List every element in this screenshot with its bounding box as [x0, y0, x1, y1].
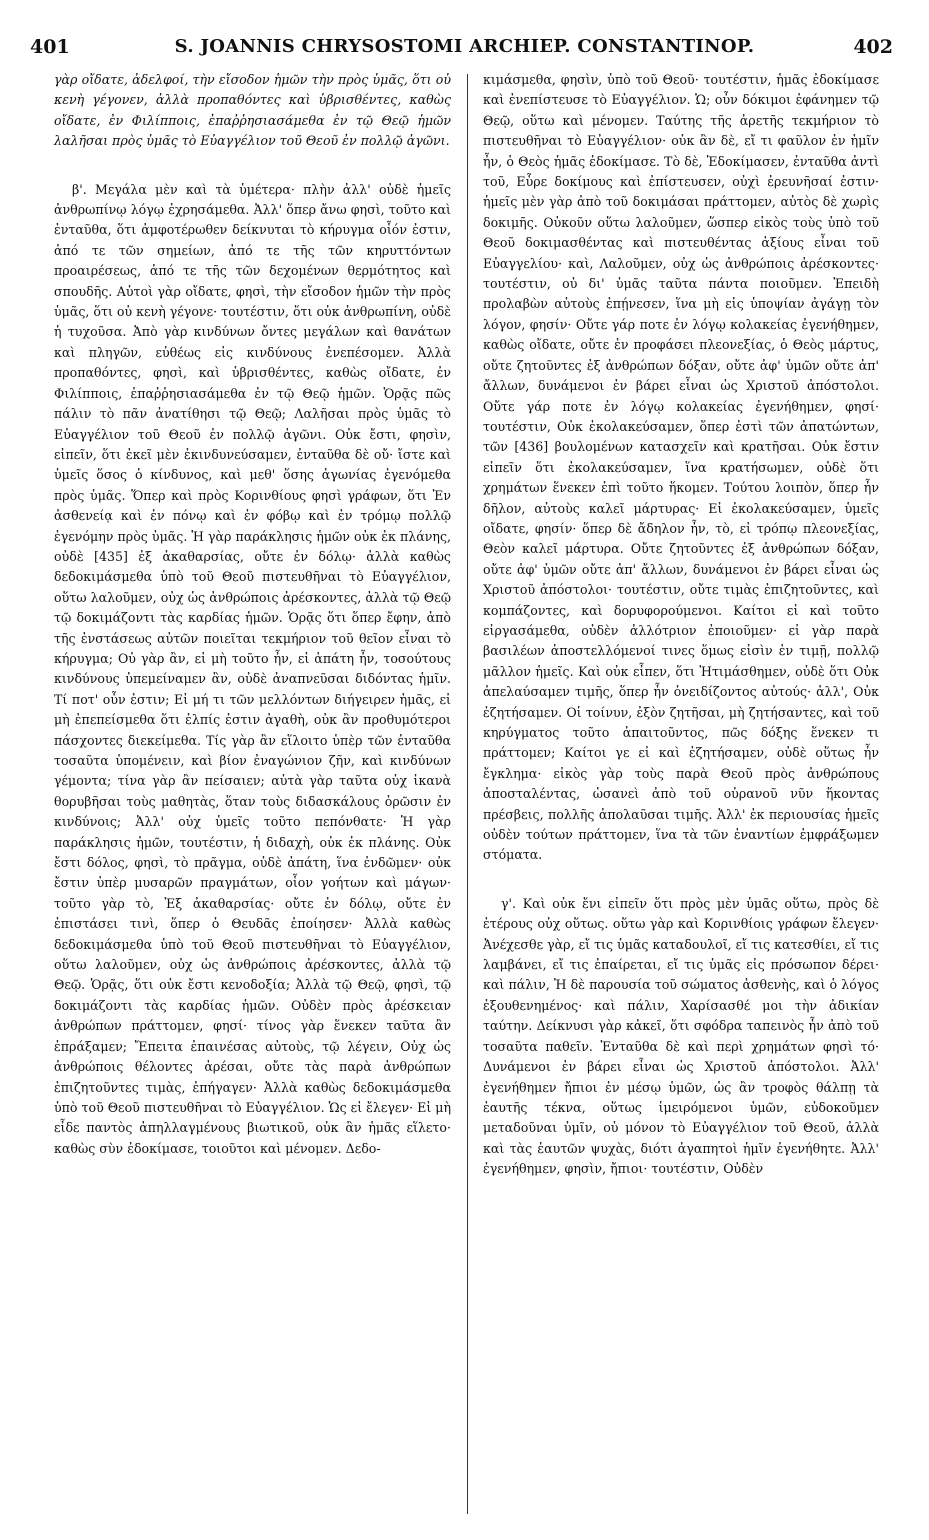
right-column [483, 70, 879, 1180]
scripture-lemma: γὰρ οἴδατε, ἀδελφοί, τὴν εἴσοδον ἡμῶν τὴν πρὸς ὑμᾶς, ὅτι οὐ κενὴ γέγονεν, ἀλλὰ προπαθόντες καὶ ὑβρισθέντες, καθὼς οἴδατε, ἐν Φιλίπποις, ἐπαῤῥησιασάμεθα ἐν τῷ Θεῷ ἡμῶν λαλῆσαι πρὸς ὑμᾶς τὸ Εὐαγγέλιον τοῦ Θεοῦ ἐν πολλῷ ἀγῶνι. [54, 72, 451, 149]
commentary-paragraph: κιμάσμεθα, φησὶν, ὑπὸ τοῦ Θεοῦ· τουτέστιν, ἡμᾶς ἐδοκίμασε καὶ ἐνεπίστευσε τὸ Εὐαγγέλιον. Ὡ; οὖν δόκιμοι ἐφάνημεν τῷ Θεῷ, οὕτω καὶ μένομεν. Ταύτης τῆς ἀρετῆς τεκμήριον τὸ πιστευθῆναι τὸ Εὐαγγέλιον· οὐκ ἂν δὲ, εἴ τι φαῦλον ἐν ἡμῖν ἦν, ὁ Θεὸς ἡμᾶς ἐδοκίμασε. Τὸ δὲ, Ἐδοκίμασεν, ἐνταῦθα ἀντὶ τοῦ, Εὗρε δοκίμους καὶ ἐπίστευσεν, οὐχὶ ἐρευνῆσαί ἐστιν· ἡμεῖς μὲν γὰρ ἀπὸ τοῦ δοκιμάσαι πράττομεν, αὐτὸς δὲ χωρὶς δοκιμῆς. Οὐκοῦν οὕτω λαλοῦμεν, ὥσπερ εἰκὸς τοὺς ὑπὸ τοῦ Θεοῦ δοκιμασθέντας καὶ πιστευθέντας ἀξίους εἶναι τοῦ Εὐαγγελίου· καὶ, Λαλοῦμεν, οὐχ ὡς ἀνθρώποις ἀρέσκοντες· τουτέστιν, οὐ δι' ὑμᾶς ταῦτα πάντα ποιοῦμεν. Ἐπειδὴ προλαβὼν αὐτοὺς ἐπῄνεσεν, ἵνα μὴ εἰς ὑποψίαν ἀγάγῃ τὸν λόγον, φησίν· Οὔτε γάρ ποτε ἐν λόγῳ κολακείας ἐγενήθημεν, καθὼς οἴδατε, οὔτε ἐν προφάσει πλεονεξίας, ὁ Θεὸς μάρτυς, οὔτε ζητοῦντες ἐξ ἀνθρώπων δόξαν, οὔτε ἀφ' ὑμῶν οὔτε ἀπ' ἄλλων, δυνάμενοι ἐν βάρει εἶναι ὡς Χριστοῦ ἀπόστολοι. Οὔτε γάρ ποτε ἐν λόγῳ κολακείας ἐγενήθημεν, φησί· τουτέστιν, Οὐκ ἐκολακεύσαμεν, ὅπερ ἐστὶ τῶν ἀπατώντων, τῶν [436] βουλομένων κατασχεῖν καὶ κρατῆσαι. Οὐκ ἔστιν εἰπεῖν ὅτι ἐκολακεύσαμεν, ἵνα κρατήσωμεν, οὐδὲ ὅτι χρημάτων ἕνεκεν ἐπὶ τοῦτο ἥκομεν. Τούτου λοιπὸν, ὅπερ ἦν δῆλον, αὐτοὺς καλεῖ μάρτυρας· Εἰ ἐκολακεύσαμεν, ὑμεῖς οἴδατε, φησίν· ὅπερ δὲ ἄδηλον ἦν, τὸ, εἰ τρόπῳ πλεονεξίας, Θεὸν καλεῖ μάρτυρα. Οὔτε ζητοῦντες ἐξ ἀνθρώπων δόξαν, οὔτε ἀφ' ὑμῶν οὔτε ἀπ' ἄλλων, δυνάμενοι ἐν βάρει εἶναι ὡς Χριστοῦ ἀπόστολοι· τουτέστιν, οὔτε τιμὰς ἐπιζητοῦντες, καὶ κομπάζοντες, καὶ δορυφορούμενοι. Καίτοι εἰ καὶ τοῦτο εἰργασάμεθα, οὐδὲν ἀλλότριον ἐποιοῦμεν· εἰ γὰρ παρὰ βασιλέων ἀποστελλόμενοί τινες ὅμως εἰσὶν ἐν τιμῇ, πολλῷ μᾶλλον ἡμεῖς. Καὶ οὐκ εἶπεν, ὅτι Ἠτιμάσθημεν, οὐδὲ ὅτι Οὐκ ἀπελαύσαμεν τιμῆς, ὅπερ ἦν ὀνειδίζοντος αὐτούς· ἀλλ', Οὐκ ἐζητήσαμεν. Οἱ τοίνυν, ἐξὸν ζητῆσαι, μὴ ζητήσαντες, καὶ τοῦ κηρύγματος τοῦτο ἀπαιτοῦντος, πῶς δόξης ἕνεκεν τι πράττομεν; Καίτοι γε εἰ καὶ ἐζητήσαμεν, οὐδὲ οὕτως ἦν ἔγκλημα· εἰκὸς γὰρ τοὺς παρὰ Θεοῦ πρὸς ἀνθρώπους ἀποσταλέντας, ὡσανεὶ ἀπὸ τοῦ οὐρανοῦ νῦν ἥκοντας πρέσβεις, πολλῆς ἀπολαῦσαι τιμῆς. Ἀλλ' ἐκ περιουσίας ἡμεῖς οὐδὲν τούτων πράττομεν, ἵνα τὰ τῶν ἐναντίων ἐμφράξωμεν στόματα. [483, 72, 879, 863]
left-column [54, 70, 451, 1159]
column-divider [467, 74, 468, 1514]
commentary-paragraph: β'. Μεγάλα μὲν καὶ τὰ ὑμέτερα· πλὴν ἀλλ' οὐδὲ ἡμεῖς ἀνθρωπίνῳ λόγῳ ἐχρησάμεθα. Ἀλλ' ὅπερ ἄνω φησὶ, τοῦτο καὶ ἐνταῦθα, ὅτι ἀμφοτέρωθεν δείκνυται τὸ κήρυγμα οἷόν ἐστιν, ἀπό τε τῶν σημείων, ἀπό τε τῆς τῶν κηρυττόντων προαιρέσεως, ἀπό τε τῆς τῶν δεχομένων θερμότητος καὶ σπουδῆς. Αὐτοὶ γὰρ οἴδατε, φησὶ, τὴν εἴσοδον ἡμῶν τὴν πρὸς ὑμᾶς, ὅτι οὐ κενὴ γέγονε· τουτέστιν, ὅτι οὐκ ἀνθρωπίνη, οὐδὲ ἡ τυχοῦσα. Ἀπὸ γὰρ κινδύνων ὄντες μεγάλων καὶ θανάτων καὶ πληγῶν, εὐθέως εἰς κινδύνους ἐνεπέσομεν. Ἀλλὰ προπαθόντες, φησὶ, καὶ ὑβρισθέντες, καθὼς οἴδατε, ἐν Φιλίπποις, ἐπαῤῥησιασάμεθα ἐν τῷ Θεῷ ἡμῶν. Ὁρᾷς πῶς πάλιν τὸ πᾶν ἀνατίθησι τῷ Θεῷ; Λαλῆσαι πρὸς ὑμᾶς τὸ Εὐαγγέλιον τοῦ Θεοῦ ἐν πολλῷ ἀγῶνι. Οὐκ ἔστι, φησὶν, εἰπεῖν, ὅτι ἐκεῖ μὲν ἐκινδυνεύσαμεν, ἐνταῦθα δὲ οὔ· ἴστε καὶ ὑμεῖς ὅσος ὁ κίνδυνος, καὶ μεθ' ὅσης ἀγωνίας ἐγενόμεθα πρὸς ὑμᾶς. Ὅπερ καὶ πρὸς Κορινθίους φησὶ γράφων, ὅτι Ἐν ἀσθενείᾳ καὶ ἐν πόνῳ καὶ ἐν φόβῳ καὶ ἐν τρόμῳ πολλῷ ἐγενόμην πρὸς ὑμᾶς. Ἡ γὰρ παράκλησις ἡμῶν οὐκ ἐκ πλάνης, οὐδὲ [435] ἐξ ἀκαθαρσίας, οὔτε ἐν δόλῳ· ἀλλὰ καθὼς δεδοκιμάσμεθα ὑπὸ τοῦ Θεοῦ πιστευθῆναι τὸ Εὐαγγέλιον, οὕτω λαλοῦμεν, οὐχ ὡς ἀνθρώποις ἀρέσκοντες, ἀλλὰ τῷ Θεῷ τῷ δοκιμάζοντι τὰς καρδίας ἡμῶν. Ὁρᾷς ὅτι ὅπερ ἔφην, ἀπὸ τῆς ἐνστάσεως αὐτῶν ποιεῖται τεκμήριον τοῦ θεῖον εἶναι τὸ κήρυγμα; Οὐ γὰρ ἂν, εἰ μὴ τοῦτο ἦν, εἰ ἀπάτη ἦν, τοσούτους κινδύνους ὑπεμείναμεν ἂν, οὐδὲ ἀναπνεῦσαι διδόντας ἡμῖν. Τί ποτ' οὖν ἐστιν; Εἰ μή τι τῶν μελλόντων διήγειρεν ἡμᾶς, εἰ μὴ ἐπεπείσμεθα ὅτι ἐλπίς ἐστιν ἀγαθὴ, οὐκ ἂν προθυμότεροι πάσχοντες διεκείμεθα. Τίς γὰρ ἂν εἵλοιτο ὑπὲρ τῶν ἐνταῦθα τοσαῦτα ὑπομένειν, καὶ βίον ἐναγώνιον ζῆν, καὶ κινδύνων γέμοντα; τίνα γὰρ ἂν πείσαιεν; αὐτὰ γὰρ ταῦτα οὐχ ἱκανὰ θορυβῆσαι τοὺς μαθητὰς, ὅταν τοὺς διδασκάλους ὁρῶσιν ἐν κινδύνοις; Ἀλλ' οὐχ ὑμεῖς τοῦτο πεπόνθατε· Ἡ γὰρ παράκλησις ἡμῶν, τουτέστιν, ἡ διδαχὴ, οὐκ ἐκ πλάνης. Οὐκ ἔστι δόλος, φησὶ, τὸ πρᾶγμα, οὐδὲ ἀπάτη, ἵνα ἐνδῶμεν· οὐκ ἔστιν ὑπὲρ μυσαρῶν πραγμάτων, οἷον γοήτων καὶ μάγων· τοῦτο γὰρ τὸ, Ἐξ ἀκαθαρσίας· οὔτε ἐν δόλῳ, οὔτε ἐν ἐπιστάσει τινὶ, ὅπερ ὁ Θευδᾶς ἐποίησεν· Ἀλλὰ καθὼς δεδοκιμάσμεθα ὑπὸ τοῦ Θεοῦ πιστευθῆναι τὸ Εὐαγγέλιον, οὕτω λαλοῦμεν, οὐχ ὡς ἀνθρώποις ἀρέσκοντες, ἀλλὰ τῷ Θεῷ. Ὁρᾷς, ὅτι οὐκ ἔστι κενοδοξία; Ἀλλὰ τῷ Θεῷ, φησὶ, τῷ δοκιμάζοντι τὰς καρδίας ἡμῶν. Οὐδὲν πρὸς ἀρέσκειαν ἀνθρώπων πράττομεν, φησί· τίνος γὰρ ἕνεκεν ταῦτα ἂν ἐπράξαμεν; Ἔπειτα ἐπαινέσας αὐτοὺς, τῷ λέγειν, Οὐχ ὡς ἀνθρώποις θέλοντες ἀρέσαι, οὔτε τὰς παρὰ ἀνθρώπων ἐπιζητοῦντες τιμὰς, ἐπήγαγεν· Ἀλλὰ καθὼς δεδοκιμάσμεθα ὑπὸ τοῦ Θεοῦ πιστευθῆναι τὸ Εὐαγγέλιον. Ὡς εἰ ἔλεγεν· Εἰ μὴ εἶδε παντὸς ἀπηλλαγμένους βιωτικοῦ, οὐκ ἂν ἡμᾶς εἵλετο· καθὼς σὺν ἐδοκίμασε, τοιοῦτοι καὶ μένομεν. Δεδο- [54, 181, 451, 1156]
running-header [0, 36, 929, 66]
page-number-right: 402 [853, 36, 893, 58]
commentary-paragraph: γ'. Καὶ οὐκ ἔνι εἰπεῖν ὅτι πρὸς μὲν ὑμᾶς οὕτω, πρὸς δὲ ἑτέρους οὐχ οὕτως. οὕτω γὰρ καὶ Κορινθίοις γράφων ἔλεγεν· Ἀνέχεσθε γὰρ, εἴ τις ὑμᾶς καταδουλοῖ, εἴ τις κατεσθίει, εἴ τις λαμβάνει, εἴ τις ἐπαίρεται, εἴ τις ὑμᾶς εἰς πρόσωπον δέρει· καὶ πάλιν, Ἡ δὲ παρουσία τοῦ σώματος ἀσθενὴς, καὶ ὁ λόγος ἐξουθενημένος· καὶ πάλιν, Χαρίσασθέ μοι τὴν ἀδικίαν ταύτην. Δείκνυσι γὰρ κἀκεῖ, ὅτι σφόδρα ταπεινὸς ἦν ἀπὸ τοῦ τοσαῦτα παθεῖν. Ἐνταῦθα δὲ καὶ περὶ χρημάτων φησὶ τό· Δυνάμενοι ἐν βάρει εἶναι ὡς Χριστοῦ ἀπόστολοι. Ἀλλ' ἐγενήθημεν ἤπιοι ἐν μέσῳ ὑμῶν, ὡς ἂν τροφὸς θάλπῃ τὰ ἑαυτῆς τέκνα, οὕτως ἱμειρόμενοι ὑμῶν, εὐδοκοῦμεν μεταδοῦναι ὑμῖν, οὐ μόνον τὸ Εὐαγγέλιον τοῦ Θεοῦ, ἀλλὰ καὶ τὰς ἑαυτῶν ψυχὰς, διότι ἀγαπητοὶ ἡμῖν ἐγενήθητε. Ἀλλ' ἐγενήθημεν, φησὶν, ἤπιοι· τουτέστιν, Οὐδὲν [483, 895, 879, 1177]
page-number-left: 401 [30, 36, 70, 58]
running-title: S. JOANNIS CHRYSOSTOMI ARCHIEP. CONSTANTINOP. [174, 36, 755, 57]
